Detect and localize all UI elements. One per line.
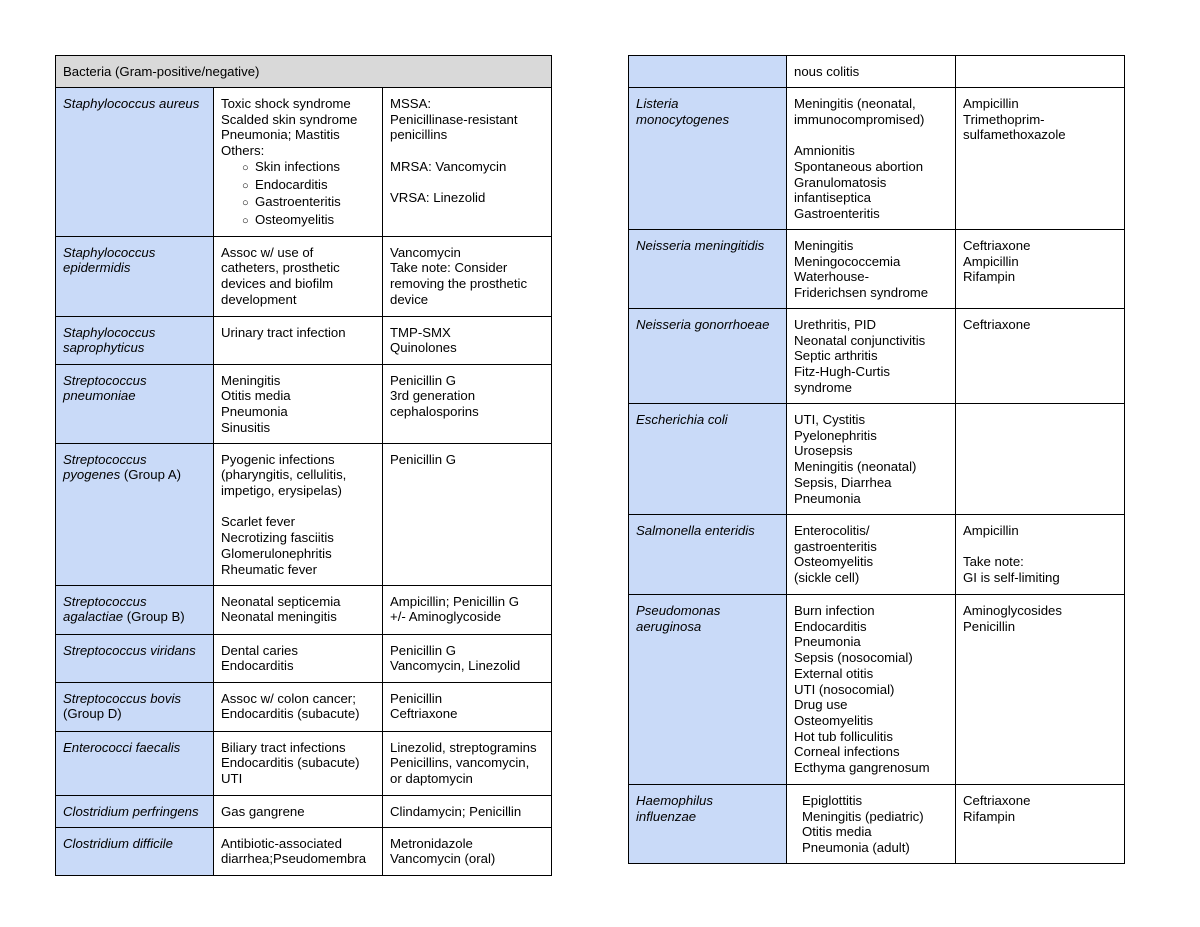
table-row [56, 364, 552, 443]
treatment-line: device [390, 291, 429, 307]
organism-group: (Group D) [63, 706, 122, 722]
organism-cell [56, 236, 214, 316]
organism-name: Pseudomonas [636, 603, 721, 618]
treatment-line: Penicillin G [390, 451, 456, 467]
disease-line: Fitz-Hugh-Curtis [794, 364, 890, 380]
treatment-cell [383, 443, 552, 585]
disease-line: Septic arthritis [794, 348, 878, 364]
disease-line: Neonatal conjunctivitis [794, 332, 926, 348]
treatment-line [963, 539, 1118, 555]
treatment-cell [383, 88, 552, 237]
disease-line: Meningitis (neonatal) [794, 459, 917, 475]
treatment-line: Metronidazole [390, 835, 473, 851]
treatment-line: Vancomycin [390, 244, 461, 260]
treatment-cell [383, 236, 552, 316]
disease-line: Neonatal meningitis [221, 609, 337, 625]
organism-cell [56, 795, 214, 827]
treatment-line: MSSA: [390, 96, 432, 111]
disease-line: Urethritis, PID [794, 317, 877, 332]
treatment-line: Take note: [963, 554, 1024, 570]
disease-line: Pneumonia [221, 404, 288, 420]
table-row [629, 309, 1125, 404]
organism-name: Haemophilus [636, 793, 713, 808]
right-bacteria-table [628, 55, 1125, 864]
disease-line: (sickle cell) [794, 570, 860, 586]
treatment-line: Ceftriaxone [963, 793, 1031, 808]
disease-cell [214, 634, 383, 682]
organism-name: aeruginosa [636, 618, 702, 634]
table-row [629, 595, 1125, 785]
disease-line: syndrome [794, 379, 852, 395]
table-row [56, 731, 552, 795]
organism-name: Escherichia coli [636, 412, 728, 427]
disease-line: Scalded skin syndrome [221, 111, 358, 127]
organism-cell [56, 682, 214, 731]
disease-line: Urinary tract infection [221, 324, 346, 340]
disease-line: Epiglottitis [802, 793, 863, 808]
organism-cell [629, 56, 787, 88]
disease-line: Corneal infections [794, 744, 900, 760]
disease-line: Waterhouse- [794, 269, 870, 285]
table-header: Bacteria (Gram-positive/negative) [56, 56, 552, 88]
table-row [56, 682, 552, 731]
disease-line: UTI [221, 771, 243, 787]
treatment-cell [956, 515, 1125, 595]
disease-line: UTI (nosocomial) [794, 681, 895, 697]
disease-line [794, 127, 949, 143]
disease-line: Osteomyelitis [794, 712, 874, 728]
treatment-line: Rifampin [963, 808, 1016, 824]
disease-line: Sinusitis [221, 419, 271, 435]
disease-line: Meningitis (pediatric) [802, 808, 924, 824]
treatment-line: cephalosporins [390, 404, 479, 420]
treatment-line: Quinolones [390, 340, 457, 356]
disease-line: Endocarditis [221, 658, 294, 674]
treatment-line: TMP-SMX [390, 324, 451, 340]
disease-cell [787, 309, 956, 404]
organism-cell [56, 827, 214, 875]
treatment-line: Ampicillin [963, 96, 1019, 111]
disease-line: Others: [221, 143, 265, 159]
disease-cell [214, 827, 383, 875]
disease-line: Scarlet fever [221, 514, 296, 530]
disease-line: Spontaneous abortion [794, 158, 924, 174]
disease-line: Pneumonia [794, 490, 861, 506]
disease-line: Meningococcemia [794, 253, 901, 269]
disease-line: Gastroenteritis [794, 205, 880, 221]
bullet-item: ○ Endocarditis [221, 177, 376, 195]
organism-cell [56, 316, 214, 364]
disease-line: Amnionitis [794, 143, 855, 159]
table-row [629, 785, 1125, 864]
treatment-line: Vancomycin (oral) [390, 851, 496, 867]
disease-line: Rheumatic fever [221, 561, 318, 577]
disease-line: (pharyngitis, cellulitis, [221, 467, 347, 483]
treatment-line: Penicillin [963, 618, 1016, 634]
treatment-line: Linezolid, streptogramins [390, 739, 537, 755]
organism-name: Staphylococcus [63, 324, 156, 340]
organism-name: Streptococcus viridans [63, 642, 196, 658]
disease-line: devices and biofilm [221, 276, 334, 292]
organism-cell [629, 404, 787, 515]
treatment-cell [383, 585, 552, 634]
disease-line: Endocarditis (subacute) [221, 706, 360, 722]
treatment-line: Penicillins, vancomycin, [390, 755, 530, 771]
treatment-cell [956, 56, 1125, 88]
disease-line: Necrotizing fasciitis [221, 530, 334, 546]
disease-line: immunocompromised) [794, 111, 925, 127]
table-row [629, 515, 1125, 595]
bullet-item: ○ Osteomyelitis [221, 212, 376, 230]
treatment-cell [383, 795, 552, 827]
organism-cell [629, 88, 787, 230]
organism-cell [56, 634, 214, 682]
disease-line: Pneumonia [794, 634, 861, 650]
treatment-cell [383, 682, 552, 731]
disease-line: Gas gangrene [221, 803, 305, 819]
organism-name: Listeria [636, 96, 679, 111]
treatment-line [390, 175, 545, 191]
treatment-line: Vancomycin, Linezolid [390, 658, 521, 674]
disease-line: Osteomyelitis [794, 554, 874, 570]
organism-name: Enterococci faecalis [63, 739, 181, 755]
treatment-cell [956, 404, 1125, 515]
disease-cell [787, 785, 956, 864]
treatment-line: MRSA: Vancomycin [390, 158, 507, 174]
table-row [629, 88, 1125, 230]
treatment-line: Penicillin G [390, 642, 456, 658]
disease-line: infantiseptica [794, 190, 871, 206]
disease-line: Neonatal septicemia [221, 593, 341, 609]
disease-cell [214, 316, 383, 364]
treatment-line: Ampicillin [963, 253, 1019, 269]
disease-cell [214, 88, 383, 237]
organism-group: (Group A) [120, 467, 182, 483]
organism-cell [56, 364, 214, 443]
disease-line: Endocarditis (subacute) [221, 755, 360, 771]
organism-name: Clostridium difficile [63, 835, 173, 851]
organism-name: Streptococcus [63, 372, 147, 388]
treatment-line: sulfamethoxazole [963, 127, 1066, 143]
disease-line: Otitis media [221, 388, 291, 404]
disease-line: Pyogenic infections [221, 451, 335, 467]
disease-line: Toxic shock syndrome [221, 96, 351, 111]
treatment-cell [383, 316, 552, 364]
disease-line: External otitis [794, 665, 874, 681]
disease-line: Pyelonephritis [794, 427, 877, 443]
left-bacteria-table [55, 55, 552, 876]
disease-line: Glomerulonephritis [221, 545, 332, 561]
disease-cell [214, 236, 383, 316]
disease-cell [214, 585, 383, 634]
treatment-line: Rifampin [963, 269, 1016, 285]
treatment-cell [956, 230, 1125, 309]
disease-line: Antibiotic-associated [221, 835, 342, 851]
disease-cell [214, 682, 383, 731]
disease-cell [787, 595, 956, 785]
treatment-line: Aminoglycosides [963, 603, 1062, 618]
disease-line [221, 499, 376, 515]
treatment-line: Penicillin G [390, 372, 456, 388]
organism-name: Neisseria meningitidis [636, 238, 765, 253]
disease-line: Endocarditis [794, 618, 867, 634]
treatment-line: Ampicillin; Penicillin G [390, 593, 519, 609]
organism-name: Streptococcus [63, 593, 147, 609]
treatment-cell [383, 634, 552, 682]
organism-name: epidermidis [63, 260, 131, 276]
table-row [629, 404, 1125, 515]
organism-name: Clostridium perfringens [63, 803, 199, 819]
disease-line: Hot tub folliculitis [794, 728, 893, 744]
organism-name: Neisseria gonorrhoeae [636, 317, 770, 332]
organism-name: Staphylococcus aureus [63, 96, 200, 111]
disease-line: gastroenteritis [794, 538, 877, 554]
bullet-item: ○ Gastroenteritis [221, 194, 376, 212]
treatment-cell [956, 595, 1125, 785]
treatment-line: Penicillin [390, 690, 443, 706]
organism-name: pneumoniae [63, 388, 136, 404]
disease-line: Granulomatosis [794, 174, 887, 190]
treatment-line: 3rd generation [390, 388, 476, 404]
disease-line: Sepsis (nosocomial) [794, 650, 913, 666]
organism-name: Streptococcus bovis [63, 690, 182, 706]
disease-cell [787, 515, 956, 595]
disease-line: Urosepsis [794, 443, 853, 459]
treatment-line: Take note: Consider [390, 260, 508, 276]
disease-line: Dental caries [221, 642, 298, 658]
organism-name: influenzae [636, 808, 697, 824]
organism-cell [56, 443, 214, 585]
organism-cell [56, 88, 214, 237]
organism-cell [629, 595, 787, 785]
continued-text: nous colitis [787, 56, 956, 88]
treatment-cell [956, 309, 1125, 404]
table-row [56, 585, 552, 634]
disease-line: Assoc w/ use of [221, 244, 314, 260]
organism-cell [629, 230, 787, 309]
disease-line: Assoc w/ colon cancer; [221, 690, 356, 706]
treatment-line: Ceftriaxone [963, 238, 1031, 253]
treatment-cell [383, 364, 552, 443]
organism-name: monocytogenes [636, 111, 730, 127]
organism-name: agalactiae [63, 609, 124, 625]
organism-cell [629, 309, 787, 404]
treatment-line: GI is self-limiting [963, 570, 1060, 586]
disease-cell [787, 230, 956, 309]
disease-cell [787, 404, 956, 515]
table-row [56, 795, 552, 827]
disease-line: Meningitis [221, 372, 281, 388]
disease-line: development [221, 291, 297, 307]
table-row [56, 88, 552, 237]
disease-line: Pneumonia; Mastitis [221, 127, 340, 143]
table-row [56, 236, 552, 316]
organism-name: Staphylococcus [63, 244, 156, 260]
organism-name: Salmonella enteridis [636, 523, 755, 538]
organism-cell [56, 585, 214, 634]
treatment-line: removing the prosthetic [390, 276, 528, 292]
treatment-line: +/- Aminoglycoside [390, 609, 502, 625]
table-row [56, 634, 552, 682]
disease-line: Biliary tract infections [221, 739, 346, 755]
disease-line: Meningitis [794, 238, 854, 253]
organism-group: (Group B) [123, 609, 185, 625]
disease-cell [214, 795, 383, 827]
treatment-cell [383, 731, 552, 795]
disease-line: Enterocolitis/ [794, 523, 870, 538]
treatment-line [390, 143, 545, 159]
table-row [629, 230, 1125, 309]
disease-line: Drug use [794, 697, 848, 713]
table-row [56, 827, 552, 875]
disease-line: impetigo, erysipelas) [221, 483, 342, 499]
disease-line: Pneumonia (adult) [802, 840, 910, 856]
organism-cell [629, 515, 787, 595]
bullet-item: ○ Skin infections [221, 159, 376, 177]
disease-line: diarrhea;Pseudomembra [221, 851, 367, 867]
disease-line: Ecthyma gangrenosum [794, 760, 930, 776]
disease-line: Burn infection [794, 603, 875, 618]
organism-name: saprophyticus [63, 340, 145, 356]
treatment-line: or daptomycin [390, 771, 473, 787]
disease-line: Meningitis (neonatal, [794, 96, 916, 111]
disease-cell [214, 364, 383, 443]
disease-cell [214, 731, 383, 795]
disease-line: UTI, Cystitis [794, 412, 866, 427]
disease-line: Sepsis, Diarrhea [794, 474, 892, 490]
disease-cell [214, 443, 383, 585]
treatment-cell [956, 88, 1125, 230]
disease-line: Friderichsen syndrome [794, 285, 929, 301]
disease-cell [787, 88, 956, 230]
table-row [56, 443, 552, 585]
organism-name: Streptococcus [63, 451, 147, 467]
treatment-line: penicillins [390, 127, 448, 143]
organism-cell [56, 731, 214, 795]
disease-line: Otitis media [802, 824, 872, 840]
treatment-line: VRSA: Linezolid [390, 190, 486, 206]
treatment-cell [383, 827, 552, 875]
treatment-line: Ceftriaxone [963, 317, 1031, 332]
treatment-line: Ampicillin [963, 523, 1019, 538]
table-header-row [56, 56, 552, 88]
treatment-cell [956, 785, 1125, 864]
disease-line: catheters, prosthetic [221, 260, 340, 276]
table-row [56, 316, 552, 364]
treatment-line: Ceftriaxone [390, 706, 458, 722]
continued-row [629, 56, 1125, 88]
treatment-line: Penicillinase-resistant [390, 111, 518, 127]
treatment-line: Clindamycin; Penicillin [390, 803, 522, 819]
organism-cell [629, 785, 787, 864]
treatment-line: Trimethoprim- [963, 111, 1045, 127]
organism-name: pyogenes [63, 467, 121, 483]
